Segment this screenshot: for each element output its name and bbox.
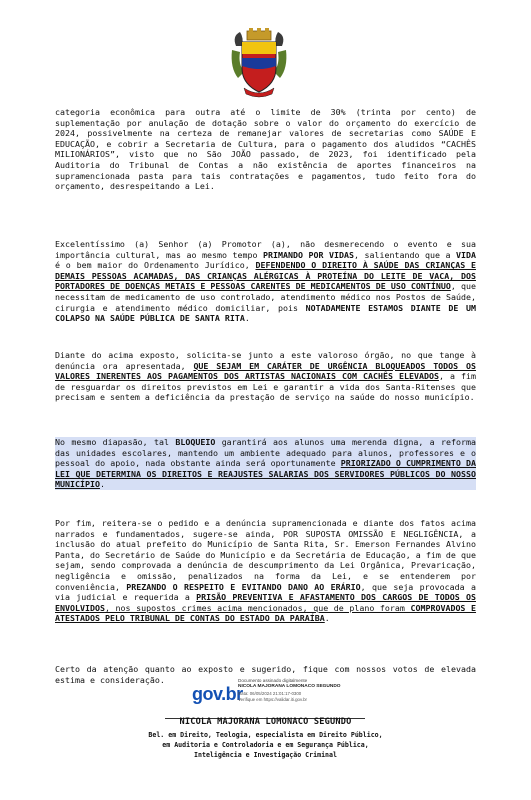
paragraph-text: garantirá aos alunos uma merenda digna, a reforma das unidades escolares, mantendo um ambiente adequado para alunos, professores e o pessoal do apoio, nada obstante ainda será oportunamente (55, 437, 477, 469)
govbr-logo (192, 684, 243, 705)
paragraph-text: . (244, 313, 250, 324)
underlined-emphasis: COMPROVADOS E ATESTADOS PELO TRIBUNAL DE CONTAS DO ESTADO DA PARAÍBA (55, 602, 477, 624)
stamp-date: Data: 06/05/2024 21:01:17-0300 (238, 691, 302, 696)
paragraph-text: . (324, 613, 330, 624)
underlined-emphasis: QUE SEJAM EM CARÁTER DE URGÊNCIA BLOQUEADOS TODOS OS VALORES INERENTES AOS PAGAMENTOS DOS ARTISTAS NACIONAIS COM CACHÊS ELEVADOS (55, 360, 477, 382)
emphasis: PREZANDO O RESPEITO E EVITANDO DANO AO ERÁRIO (126, 581, 361, 592)
paragraph-request (55, 350, 476, 403)
paragraph-text: , a fim de resguardar os direitos previstos em Lei e garantir a vida dos Santa-Ritenses que precisam e sentem a deficiência da prestação de serviço na saúde do nosso município. (55, 371, 477, 403)
coat-of-arms-icon (230, 28, 288, 98)
underlined-emphasis: DEFENDENDO O DIREITO À SAÚDE DAS CRIANÇAS E DEMAIS PESSOAS ACAMADAS, DAS CRIANÇAS ALÉRGICAS À PROTEÍNA DO LEITE DE VACA, DOS PORTADORES DE DOENÇAS METAIS E PESSOAS CARENTES DE MEDICAMENTOS DE USO CONTÍNUO (55, 260, 477, 292)
paragraph-text: Excelentíssimo (a) Senhor (a) Promotor (a), não desmerecendo o evento e sua importância cultural, mas ao mesmo tempo (55, 239, 476, 260)
stamp-caption: Documento assinado digitalmente (238, 678, 308, 683)
paragraph-text: categoria econômica para outra até o limite de 30% (trinta por cento) de suplementação por anulação de dotação sobre o valor do orçamento do exercício de 2024, possivelmente na certeza de remanejar valores de secretarias como SAÚDE E EDUCAÇÃO, e cobrir a Secretaria de Cultura, para o pagamento dos aludidos “CACHÊS MILIONÁRIOS”, visto que no São JOÃO passado, de 2023, foi identificado pela Auditoria do Tribunal de Contas a não existência de aportes financeiros na supramencionada pasta para tais contratações e pagamentos, tudo feito fora do orçamento, desrespeitando a Lei. (55, 107, 476, 192)
emphasis: PRIMANDO POR VIDAS (263, 249, 354, 260)
paragraph-text: , que necessitam de medicamento de uso controlado, atendimento médico nos Postos de Saúde, cirurgia e atendimento médico domiciliar, pois (55, 281, 476, 313)
signer-credentials-line: em Auditoria e Controladoria e em Segurança Pública, (162, 741, 369, 749)
emphasis: BLOQUEIO (175, 437, 216, 447)
stamp-verify-link[interactable]: Verifique em https://validar.iti.gov.br (238, 696, 307, 702)
paragraph-text: , que seja provocada a via judicial e requerida a (55, 581, 476, 603)
paragraph-education (55, 437, 476, 490)
stamp-signer: NICOLA MAJORANA LOMONACO SEGUNDO (238, 684, 341, 689)
signer-credentials-line: Inteligência e Investigação Criminal (194, 751, 337, 759)
stamp-meta (238, 691, 307, 702)
paragraph-text: . (99, 479, 105, 490)
paragraph-text: é o bem maior do Ordenamento Jurídico, (55, 260, 256, 271)
paragraph-text: Por fim, reitera-se o pedido e a denúncia supramencionada e diante dos fatos acima narrados e fundamentados, sugere-se ainda, POR SUPOSTA OMISSÃO E NEGLIGÊNCIA, a inclusão do atual prefeito do Município de Santa Rita, Sr. Emerson Fernandes Alvino Panta, do Secretário de Saúde do Município e da Secretária de Educação, a fim de que sejam, sendo comprovada a denúncia de descumprimento da Lei Orgânica, Prevaricação, negligência e omissão, penalizados na forma da Lei, e se entenderem por conveniência, (55, 518, 476, 592)
logo-gov: gov (192, 684, 222, 704)
paragraph-text: Diante do acima exposto, solicita-se junto a este valoroso órgão, no que tange à denúncia ora apresentada, (55, 350, 476, 371)
underlined-emphasis: PRIORIZADO O CUMPRIMENTO DA LEI QUE DETERMINA OS DIREITOS E REAJUSTES SALARIAS DOS SERVIDORES PÚBLICOS DO NOSSO MUNICÍPIO (55, 458, 476, 490)
digital-signature-stamp (192, 678, 382, 716)
stamp-caption-block (238, 678, 341, 690)
emphasis: NOTADAMENTE ESTAMOS DIANTE DE UM COLAPSO NA SAÚDE PÚBLICA DE SANTA RITA (55, 302, 476, 324)
paragraph-text: No mesmo diapasão, tal (55, 437, 176, 447)
underlined-emphasis: PRISÃO PREVENTIVA E AFASTAMENTO DOS CARGOS DE TODOS OS ENVOLVIDOS (55, 592, 476, 613)
paragraph-health (55, 239, 476, 324)
signer-name: NICOLA MAJORANA LOMONACO SEGUNDO (179, 717, 352, 727)
logo-br: .br (221, 684, 243, 704)
emphasis: VIDA (456, 249, 476, 260)
signer-credentials-line: Bel. em Direito, Teologia, especialista em Direito Público, (148, 731, 383, 739)
paragraph-budget (55, 107, 476, 192)
paragraph-text: , salientando que a (353, 249, 457, 260)
paragraph-text: Certo da atenção quanto ao exposto e sugerido, fique com nossos votos de elevada estima e consideração. (55, 664, 476, 685)
paragraph-conclusion (55, 518, 476, 624)
underlined-text: , nos supostos crimes acima mencionados, que de plano foram (104, 602, 411, 613)
